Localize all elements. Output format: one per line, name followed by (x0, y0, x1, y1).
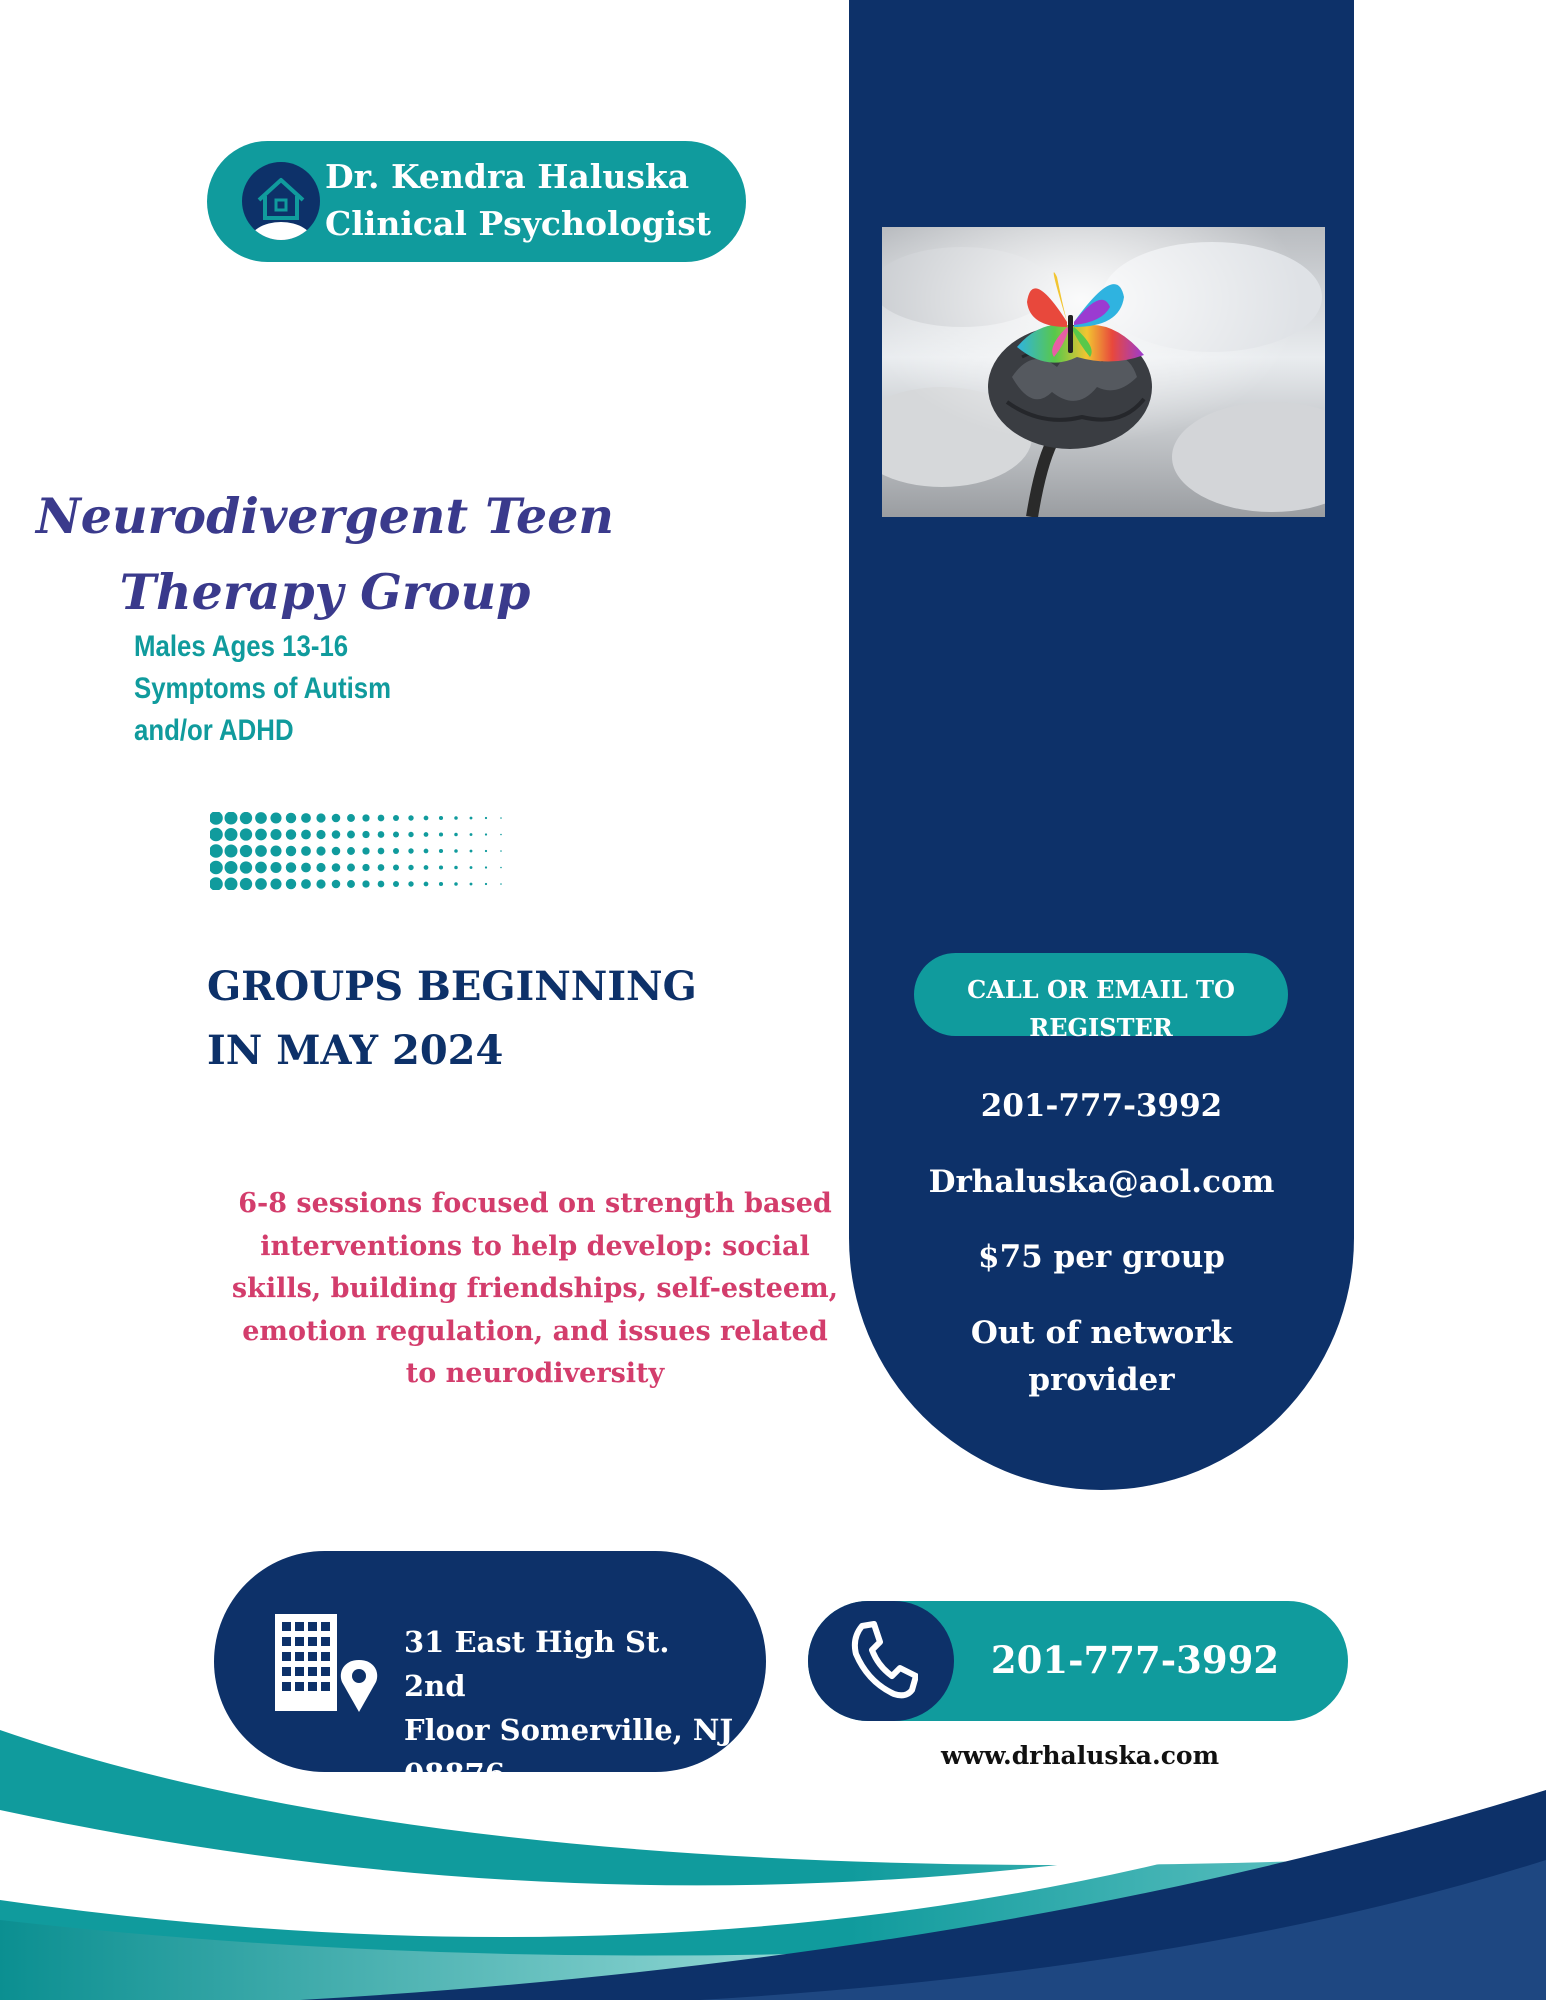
pattern-dot (408, 832, 413, 837)
pattern-dot (454, 833, 458, 837)
phone-icon (848, 1620, 918, 1700)
pattern-dot (270, 812, 281, 823)
register-line-2: REGISTER (1029, 1013, 1173, 1042)
pattern-dot (485, 817, 487, 819)
address-line-1: 31 East High St. 2nd (404, 1625, 670, 1703)
title-line-2: Therapy Group (119, 563, 531, 621)
pattern-dot (286, 813, 296, 823)
pattern-dot (439, 849, 443, 853)
wave-decoration (0, 1700, 1546, 2000)
pattern-dot (301, 863, 311, 873)
register-text (914, 971, 1288, 1047)
pattern-dot (470, 850, 473, 853)
criteria-line: Symptoms of Autism (134, 672, 392, 705)
pattern-dot (500, 850, 502, 852)
title-line-1: Neurodivergent Teen (36, 487, 614, 545)
pattern-dot (378, 864, 385, 871)
pattern-dot (470, 817, 473, 820)
pattern-dot (408, 865, 413, 870)
pattern-dot (301, 830, 311, 840)
pattern-dot (485, 866, 487, 868)
pattern-dot (332, 830, 341, 839)
groups-start (207, 955, 697, 1083)
pattern-dot (393, 864, 399, 870)
pattern-dot (225, 878, 238, 890)
pattern-dot (240, 878, 252, 890)
pattern-dot (286, 862, 296, 872)
pattern-dot (286, 846, 296, 856)
phone-number[interactable]: 201-777-3992 (990, 1638, 1280, 1682)
pattern-dot (316, 813, 325, 822)
pattern-dot (255, 862, 267, 874)
pattern-dot (424, 849, 429, 854)
pattern-dot (332, 880, 341, 889)
pattern-dot (255, 812, 267, 824)
pattern-dot (347, 880, 355, 888)
pattern-dot (439, 865, 443, 869)
pattern-dot (316, 879, 325, 888)
sessions-description: 6-8 sessions focused on strength based interventions to help develop: social skills, building friendships, self-esteem, emotion regulation, and issues related to neurodiversity (231, 1188, 839, 1389)
pattern-dot (240, 861, 252, 873)
house-icon (242, 162, 320, 240)
pattern-dot (316, 846, 325, 855)
pattern-dot (378, 881, 385, 888)
brain-butterfly-image (882, 227, 1325, 517)
pattern-dot (362, 814, 369, 821)
pattern-dot (240, 812, 252, 824)
pattern-dot (270, 829, 281, 840)
price: $75 per group (978, 1239, 1225, 1275)
pattern-dot (347, 814, 355, 822)
pattern-dot (424, 816, 429, 821)
pattern-dot (316, 863, 325, 872)
pattern-dot (500, 817, 502, 819)
pattern-dot (301, 846, 311, 856)
address-text (404, 1620, 734, 1796)
pattern-dot (225, 812, 238, 824)
pattern-dot (301, 879, 311, 889)
dot-pattern-decoration (210, 812, 510, 890)
pattern-dot (316, 830, 325, 839)
pattern-dot (286, 829, 296, 839)
pattern-dot (255, 829, 267, 841)
pattern-dot (439, 882, 443, 886)
pattern-dot (408, 815, 413, 820)
pattern-dot (378, 815, 385, 822)
pattern-dot (470, 833, 473, 836)
pattern-dot (378, 831, 385, 838)
contact-email[interactable]: Drhaluska@aol.com (928, 1164, 1275, 1200)
pattern-dot (240, 828, 252, 840)
pattern-dot (301, 813, 311, 823)
pattern-dot (362, 880, 369, 887)
network-line-2: provider (1028, 1362, 1175, 1398)
network-status (849, 1310, 1354, 1404)
website-link[interactable]: www.drhaluska.com (940, 1741, 1220, 1770)
eligibility-criteria (134, 626, 391, 752)
pattern-dot (347, 847, 355, 855)
pattern-dot (332, 847, 341, 856)
pattern-dot (454, 849, 458, 853)
pattern-dot (270, 845, 281, 856)
pattern-dot (500, 883, 502, 885)
pattern-dot (454, 866, 458, 870)
pattern-dot (393, 848, 399, 854)
header-text (325, 153, 711, 247)
pattern-dot (454, 816, 458, 820)
pattern-dot (454, 882, 458, 886)
pattern-dot (347, 864, 355, 872)
building-location-icon (272, 1610, 382, 1715)
pattern-dot (286, 879, 296, 889)
pattern-dot (332, 814, 341, 823)
groups-line-2: IN MAY 2024 (207, 1027, 504, 1074)
criteria-line: Males Ages 13-16 (134, 630, 349, 663)
pattern-dot (362, 864, 369, 871)
pattern-dot (470, 866, 473, 869)
criteria-line: and/or ADHD (134, 714, 294, 747)
groups-line-1: GROUPS BEGINNING (207, 963, 697, 1010)
pattern-dot (408, 848, 413, 853)
address-line-3: 08876 (404, 1757, 505, 1791)
pattern-dot (362, 847, 369, 854)
pattern-dot (500, 867, 502, 869)
pattern-dot (393, 831, 399, 837)
pattern-dot (240, 845, 252, 857)
pattern-dot (210, 812, 223, 825)
pattern-dot (347, 831, 355, 839)
network-line-1: Out of network (970, 1315, 1233, 1351)
register-line-1: CALL OR EMAIL TO (967, 975, 1235, 1004)
pattern-dot (210, 861, 223, 875)
pattern-dot (485, 883, 487, 885)
pattern-dot (255, 845, 267, 857)
pattern-dot (210, 844, 223, 858)
pattern-dot (362, 831, 369, 838)
pattern-dot (424, 882, 429, 887)
pattern-dot (439, 816, 443, 820)
pattern-dot (485, 850, 487, 852)
pattern-dot (485, 833, 487, 835)
pattern-dot (393, 815, 399, 821)
pattern-dot (378, 848, 385, 855)
pattern-dot (408, 881, 413, 886)
group-title (0, 478, 650, 630)
pattern-dot (255, 878, 267, 890)
pattern-dot (470, 883, 473, 886)
pattern-dot (210, 828, 223, 842)
doctor-role: Clinical Psychologist (325, 204, 712, 243)
pattern-dot (393, 881, 399, 887)
pattern-dot (225, 845, 238, 858)
doctor-name: Dr. Kendra Haluska (325, 157, 690, 196)
address-line-2: Floor Somerville, NJ (404, 1713, 734, 1747)
pattern-dot (500, 834, 502, 836)
pattern-dot (270, 878, 281, 889)
pattern-dot (424, 832, 429, 837)
pattern-dot (332, 863, 341, 872)
pattern-dot (270, 862, 281, 873)
pattern-dot (225, 828, 238, 841)
pattern-dot (439, 832, 443, 836)
contact-phone[interactable]: 201-777-3992 (980, 1088, 1223, 1124)
pattern-dot (225, 861, 238, 874)
pattern-dot (210, 877, 223, 890)
pattern-dot (424, 865, 429, 870)
